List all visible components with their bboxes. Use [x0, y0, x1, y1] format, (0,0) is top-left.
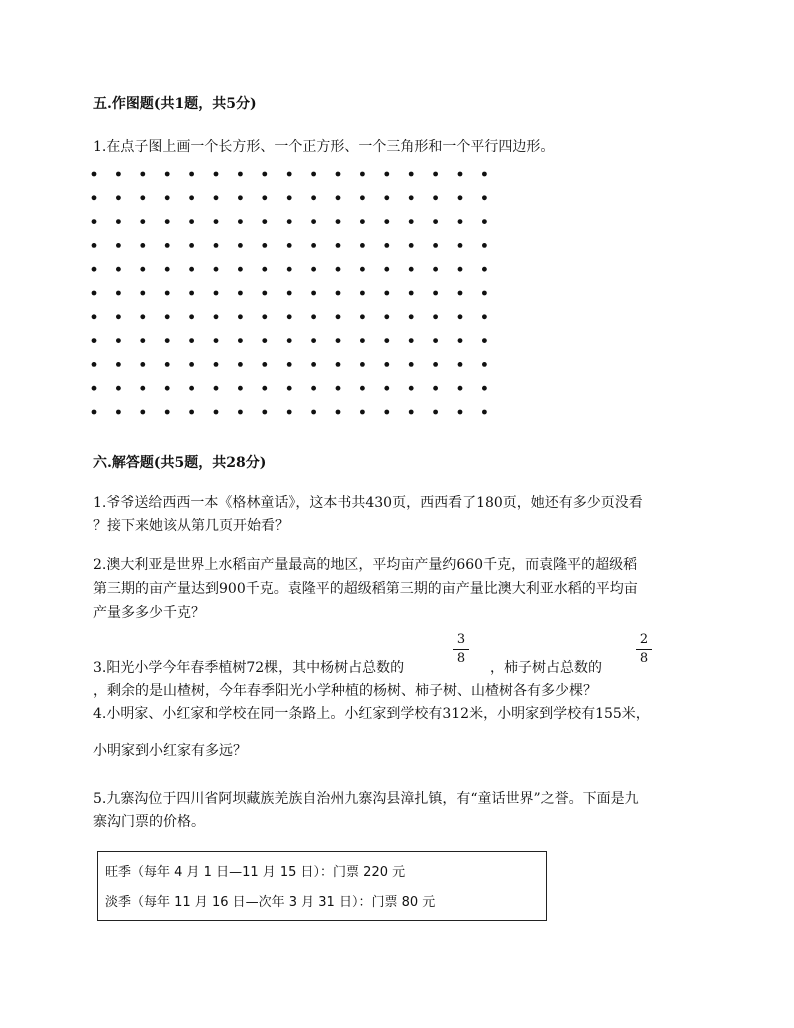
- grid-dot[interactable]: [262, 386, 267, 391]
- dot-grid[interactable]: [88, 167, 498, 417]
- grid-dot[interactable]: [189, 386, 194, 391]
- grid-dot[interactable]: [214, 195, 219, 200]
- grid-dot[interactable]: [458, 291, 463, 296]
- question-6-5-line-2: 寨沟门票的价格。: [93, 814, 205, 830]
- grid-dot[interactable]: [336, 362, 341, 367]
- grid-dot[interactable]: [336, 338, 341, 343]
- grid-dot[interactable]: [384, 243, 389, 248]
- grid-dot[interactable]: [165, 291, 170, 296]
- grid-dot[interactable]: [92, 219, 97, 224]
- grid-dot[interactable]: [482, 291, 487, 296]
- grid-dot[interactable]: [360, 172, 365, 177]
- question-6-2-line-3: 产量多多少千克？: [93, 605, 205, 621]
- grid-dot[interactable]: [189, 338, 194, 343]
- grid-dot[interactable]: [140, 195, 145, 200]
- fraction-bar: [636, 649, 652, 650]
- grid-dot[interactable]: [287, 291, 292, 296]
- grid-dot[interactable]: [92, 267, 97, 272]
- grid-dot[interactable]: [311, 362, 316, 367]
- grid-dot[interactable]: [287, 219, 292, 224]
- grid-dot[interactable]: [165, 386, 170, 391]
- grid-dot[interactable]: [360, 195, 365, 200]
- grid-dot[interactable]: [262, 172, 267, 177]
- grid-dot[interactable]: [189, 219, 194, 224]
- grid-dot[interactable]: [214, 219, 219, 224]
- grid-dot[interactable]: [165, 172, 170, 177]
- grid-dot[interactable]: [336, 219, 341, 224]
- grid-dot[interactable]: [116, 362, 121, 367]
- grid-dot[interactable]: [409, 219, 414, 224]
- grid-dot[interactable]: [311, 410, 316, 415]
- grid-dot[interactable]: [409, 267, 414, 272]
- grid-dot[interactable]: [189, 243, 194, 248]
- grid-dot[interactable]: [189, 267, 194, 272]
- grid-dot[interactable]: [262, 267, 267, 272]
- grid-dot[interactable]: [311, 243, 316, 248]
- grid-dot[interactable]: [384, 386, 389, 391]
- grid-dot[interactable]: [360, 267, 365, 272]
- grid-dot[interactable]: [409, 314, 414, 319]
- grid-dot[interactable]: [189, 410, 194, 415]
- grid-dot[interactable]: [262, 291, 267, 296]
- grid-dot[interactable]: [433, 338, 438, 343]
- grid-dot[interactable]: [360, 386, 365, 391]
- peak-season-price: 旺季（每年 4 月 1 日—11 月 15 日）：门票 220 元: [105, 865, 406, 880]
- grid-dot[interactable]: [287, 386, 292, 391]
- grid-dot[interactable]: [458, 195, 463, 200]
- grid-dot[interactable]: [433, 219, 438, 224]
- question-6-2-line-1: 2.澳大利亚是世界上水稻亩产量最高的地区，平均亩产量约660千克，而袁隆平的超级稻: [93, 557, 638, 573]
- grid-dot[interactable]: [287, 267, 292, 272]
- grid-dot[interactable]: [360, 410, 365, 415]
- grid-dot[interactable]: [140, 362, 145, 367]
- grid-dot[interactable]: [482, 338, 487, 343]
- grid-dot[interactable]: [92, 410, 97, 415]
- grid-dot[interactable]: [189, 362, 194, 367]
- grid-dot[interactable]: [458, 243, 463, 248]
- grid-dot[interactable]: [92, 386, 97, 391]
- grid-dot[interactable]: [360, 314, 365, 319]
- grid-dot[interactable]: [116, 410, 121, 415]
- grid-dot[interactable]: [384, 338, 389, 343]
- grid-dot[interactable]: [384, 291, 389, 296]
- grid-dot[interactable]: [287, 314, 292, 319]
- grid-dot[interactable]: [238, 172, 243, 177]
- grid-dot[interactable]: [287, 243, 292, 248]
- grid-dot[interactable]: [409, 362, 414, 367]
- grid-dot[interactable]: [311, 172, 316, 177]
- grid-dot[interactable]: [458, 172, 463, 177]
- grid-dot[interactable]: [482, 219, 487, 224]
- grid-dot[interactable]: [214, 291, 219, 296]
- grid-dot[interactable]: [165, 314, 170, 319]
- grid-dot[interactable]: [92, 338, 97, 343]
- grid-dot[interactable]: [238, 195, 243, 200]
- grid-dot[interactable]: [458, 338, 463, 343]
- grid-dot[interactable]: [433, 195, 438, 200]
- grid-dot[interactable]: [116, 314, 121, 319]
- fraction-denominator: 8: [639, 651, 649, 666]
- grid-dot[interactable]: [238, 291, 243, 296]
- grid-dot[interactable]: [116, 267, 121, 272]
- question-6-1-line-2: ？接下来她该从第几页开始看？: [93, 518, 289, 534]
- grid-dot[interactable]: [238, 314, 243, 319]
- grid-dot[interactable]: [433, 362, 438, 367]
- grid-dot[interactable]: [482, 410, 487, 415]
- grid-dot[interactable]: [262, 219, 267, 224]
- question-6-3-part-1: 3.阳光小学今年春季植树72棵，其中杨树占总数的: [93, 660, 405, 676]
- grid-dot[interactable]: [336, 410, 341, 415]
- grid-dot[interactable]: [409, 172, 414, 177]
- grid-dot[interactable]: [384, 314, 389, 319]
- grid-dot[interactable]: [165, 410, 170, 415]
- grid-dot[interactable]: [287, 362, 292, 367]
- grid-dot[interactable]: [433, 386, 438, 391]
- grid-dot[interactable]: [458, 386, 463, 391]
- grid-dot[interactable]: [238, 338, 243, 343]
- ticket-price-box: [97, 851, 547, 921]
- grid-dot[interactable]: [165, 267, 170, 272]
- grid-dot[interactable]: [140, 314, 145, 319]
- grid-dot[interactable]: [360, 219, 365, 224]
- grid-dot[interactable]: [189, 195, 194, 200]
- grid-dot[interactable]: [140, 410, 145, 415]
- grid-dot[interactable]: [165, 362, 170, 367]
- question-6-3-line-2: ，剩余的是山楂树，今年春季阳光小学种植的杨树、柿子树、山楂树各有多少棵？: [93, 683, 597, 699]
- grid-dot[interactable]: [165, 219, 170, 224]
- grid-dot[interactable]: [140, 338, 145, 343]
- grid-dot[interactable]: [287, 172, 292, 177]
- question-6-2-line-2: 第三期的亩产量达到900千克。袁隆平的超级稻第三期的亩产量比澳大利亚水稻的平均亩: [93, 581, 638, 597]
- fraction-bar: [453, 649, 469, 650]
- grid-dot[interactable]: [336, 314, 341, 319]
- grid-dot[interactable]: [238, 243, 243, 248]
- grid-dot[interactable]: [189, 172, 194, 177]
- grid-dot[interactable]: [311, 386, 316, 391]
- grid-dot[interactable]: [433, 172, 438, 177]
- fraction-denominator: 8: [456, 651, 466, 666]
- grid-dot[interactable]: [482, 195, 487, 200]
- grid-dot[interactable]: [238, 386, 243, 391]
- grid-dot[interactable]: [238, 219, 243, 224]
- grid-dot[interactable]: [116, 195, 121, 200]
- grid-dot[interactable]: [458, 410, 463, 415]
- grid-dot[interactable]: [409, 386, 414, 391]
- grid-dot[interactable]: [165, 195, 170, 200]
- fraction-three-eighths: [451, 632, 471, 667]
- grid-dot[interactable]: [384, 267, 389, 272]
- grid-dot[interactable]: [482, 362, 487, 367]
- grid-dot[interactable]: [311, 338, 316, 343]
- grid-dot[interactable]: [165, 243, 170, 248]
- grid-dot[interactable]: [116, 338, 121, 343]
- question-5-1: 1.在点子图上画一个长方形、一个正方形、一个三角形和一个平行四边形。: [93, 139, 555, 155]
- question-6-4-line-1: 4.小明家、小红家和学校在同一条路上。小红家到学校有312米，小明家到学校有155米，: [93, 706, 650, 722]
- section-6-title: 六.解答题(共5题，共28分): [93, 455, 267, 471]
- grid-dot[interactable]: [238, 362, 243, 367]
- grid-dot[interactable]: [336, 243, 341, 248]
- grid-dot[interactable]: [409, 195, 414, 200]
- grid-dot[interactable]: [433, 314, 438, 319]
- grid-dot[interactable]: [458, 314, 463, 319]
- grid-dot[interactable]: [336, 386, 341, 391]
- grid-dot[interactable]: [433, 291, 438, 296]
- grid-dot[interactable]: [262, 243, 267, 248]
- grid-dot[interactable]: [360, 362, 365, 367]
- grid-dot[interactable]: [433, 267, 438, 272]
- question-6-1-line-1: 1.爷爷送给西西一本《格林童话》，这本书共430页，西西看了180页，她还有多少页没看: [93, 495, 643, 511]
- grid-dot[interactable]: [140, 219, 145, 224]
- grid-dot[interactable]: [287, 338, 292, 343]
- grid-dot[interactable]: [214, 314, 219, 319]
- grid-dot[interactable]: [458, 267, 463, 272]
- grid-dot[interactable]: [116, 219, 121, 224]
- question-6-4-line-2: 小明家到小红家有多远？: [93, 743, 247, 759]
- grid-dot[interactable]: [238, 267, 243, 272]
- grid-dot[interactable]: [214, 172, 219, 177]
- grid-dot[interactable]: [311, 195, 316, 200]
- grid-dot[interactable]: [409, 410, 414, 415]
- grid-dot[interactable]: [311, 219, 316, 224]
- grid-dot[interactable]: [287, 410, 292, 415]
- off-season-price: 淡季（每年 11 月 16 日—次年 3 月 31 日）：门票 80 元: [105, 895, 436, 910]
- grid-dot[interactable]: [92, 195, 97, 200]
- grid-dot[interactable]: [262, 314, 267, 319]
- grid-dot[interactable]: [189, 314, 194, 319]
- grid-dot[interactable]: [214, 410, 219, 415]
- grid-dot[interactable]: [92, 243, 97, 248]
- grid-dot[interactable]: [360, 291, 365, 296]
- grid-dot[interactable]: [165, 338, 170, 343]
- question-6-5-line-1: 5.九寨沟位于四川省阿坝藏族羌族自治州九寨沟县漳扎镇，有“童话世界”之誉。下面是九: [93, 791, 639, 807]
- grid-dot[interactable]: [189, 291, 194, 296]
- grid-dot[interactable]: [384, 195, 389, 200]
- grid-dot[interactable]: [116, 172, 121, 177]
- grid-dot[interactable]: [116, 243, 121, 248]
- question-6-3-part-2: ，柿子树占总数的: [490, 660, 602, 676]
- grid-dot[interactable]: [458, 362, 463, 367]
- grid-dot[interactable]: [287, 195, 292, 200]
- grid-dot[interactable]: [262, 410, 267, 415]
- grid-dot[interactable]: [409, 291, 414, 296]
- grid-dot[interactable]: [433, 410, 438, 415]
- grid-dot[interactable]: [360, 243, 365, 248]
- grid-dot[interactable]: [482, 243, 487, 248]
- grid-dot[interactable]: [140, 386, 145, 391]
- grid-dot[interactable]: [409, 243, 414, 248]
- fraction-numerator: 3: [456, 632, 466, 647]
- grid-dot[interactable]: [116, 291, 121, 296]
- grid-dot[interactable]: [409, 338, 414, 343]
- grid-dot[interactable]: [336, 195, 341, 200]
- grid-dot[interactable]: [311, 267, 316, 272]
- grid-dot[interactable]: [360, 338, 365, 343]
- grid-dot[interactable]: [384, 362, 389, 367]
- grid-dot[interactable]: [336, 291, 341, 296]
- grid-dot[interactable]: [384, 410, 389, 415]
- grid-dot[interactable]: [384, 172, 389, 177]
- grid-dot[interactable]: [140, 172, 145, 177]
- grid-dot[interactable]: [433, 243, 438, 248]
- fraction-numerator: 2: [639, 632, 649, 647]
- grid-dot[interactable]: [214, 267, 219, 272]
- grid-dot[interactable]: [92, 172, 97, 177]
- grid-dot[interactable]: [311, 291, 316, 296]
- section-5-title: 五.作图题(共1题，共5分): [93, 96, 257, 112]
- grid-dot[interactable]: [262, 338, 267, 343]
- grid-dot[interactable]: [336, 267, 341, 272]
- grid-dot[interactable]: [482, 172, 487, 177]
- grid-dot[interactable]: [214, 243, 219, 248]
- grid-dot[interactable]: [140, 291, 145, 296]
- grid-dot[interactable]: [92, 314, 97, 319]
- grid-dot[interactable]: [482, 267, 487, 272]
- grid-dot[interactable]: [92, 362, 97, 367]
- grid-dot[interactable]: [384, 219, 389, 224]
- grid-dot[interactable]: [140, 267, 145, 272]
- grid-dot[interactable]: [92, 291, 97, 296]
- grid-dot[interactable]: [482, 386, 487, 391]
- grid-dot[interactable]: [458, 219, 463, 224]
- grid-dot[interactable]: [140, 243, 145, 248]
- grid-dot[interactable]: [311, 314, 316, 319]
- grid-dot[interactable]: [262, 195, 267, 200]
- fraction-two-eighths: [634, 632, 654, 667]
- grid-dot[interactable]: [214, 338, 219, 343]
- grid-dot[interactable]: [116, 386, 121, 391]
- grid-dot[interactable]: [336, 172, 341, 177]
- grid-dot[interactable]: [214, 362, 219, 367]
- grid-dot[interactable]: [262, 362, 267, 367]
- grid-dot[interactable]: [238, 410, 243, 415]
- grid-dot[interactable]: [214, 386, 219, 391]
- grid-dot[interactable]: [482, 314, 487, 319]
